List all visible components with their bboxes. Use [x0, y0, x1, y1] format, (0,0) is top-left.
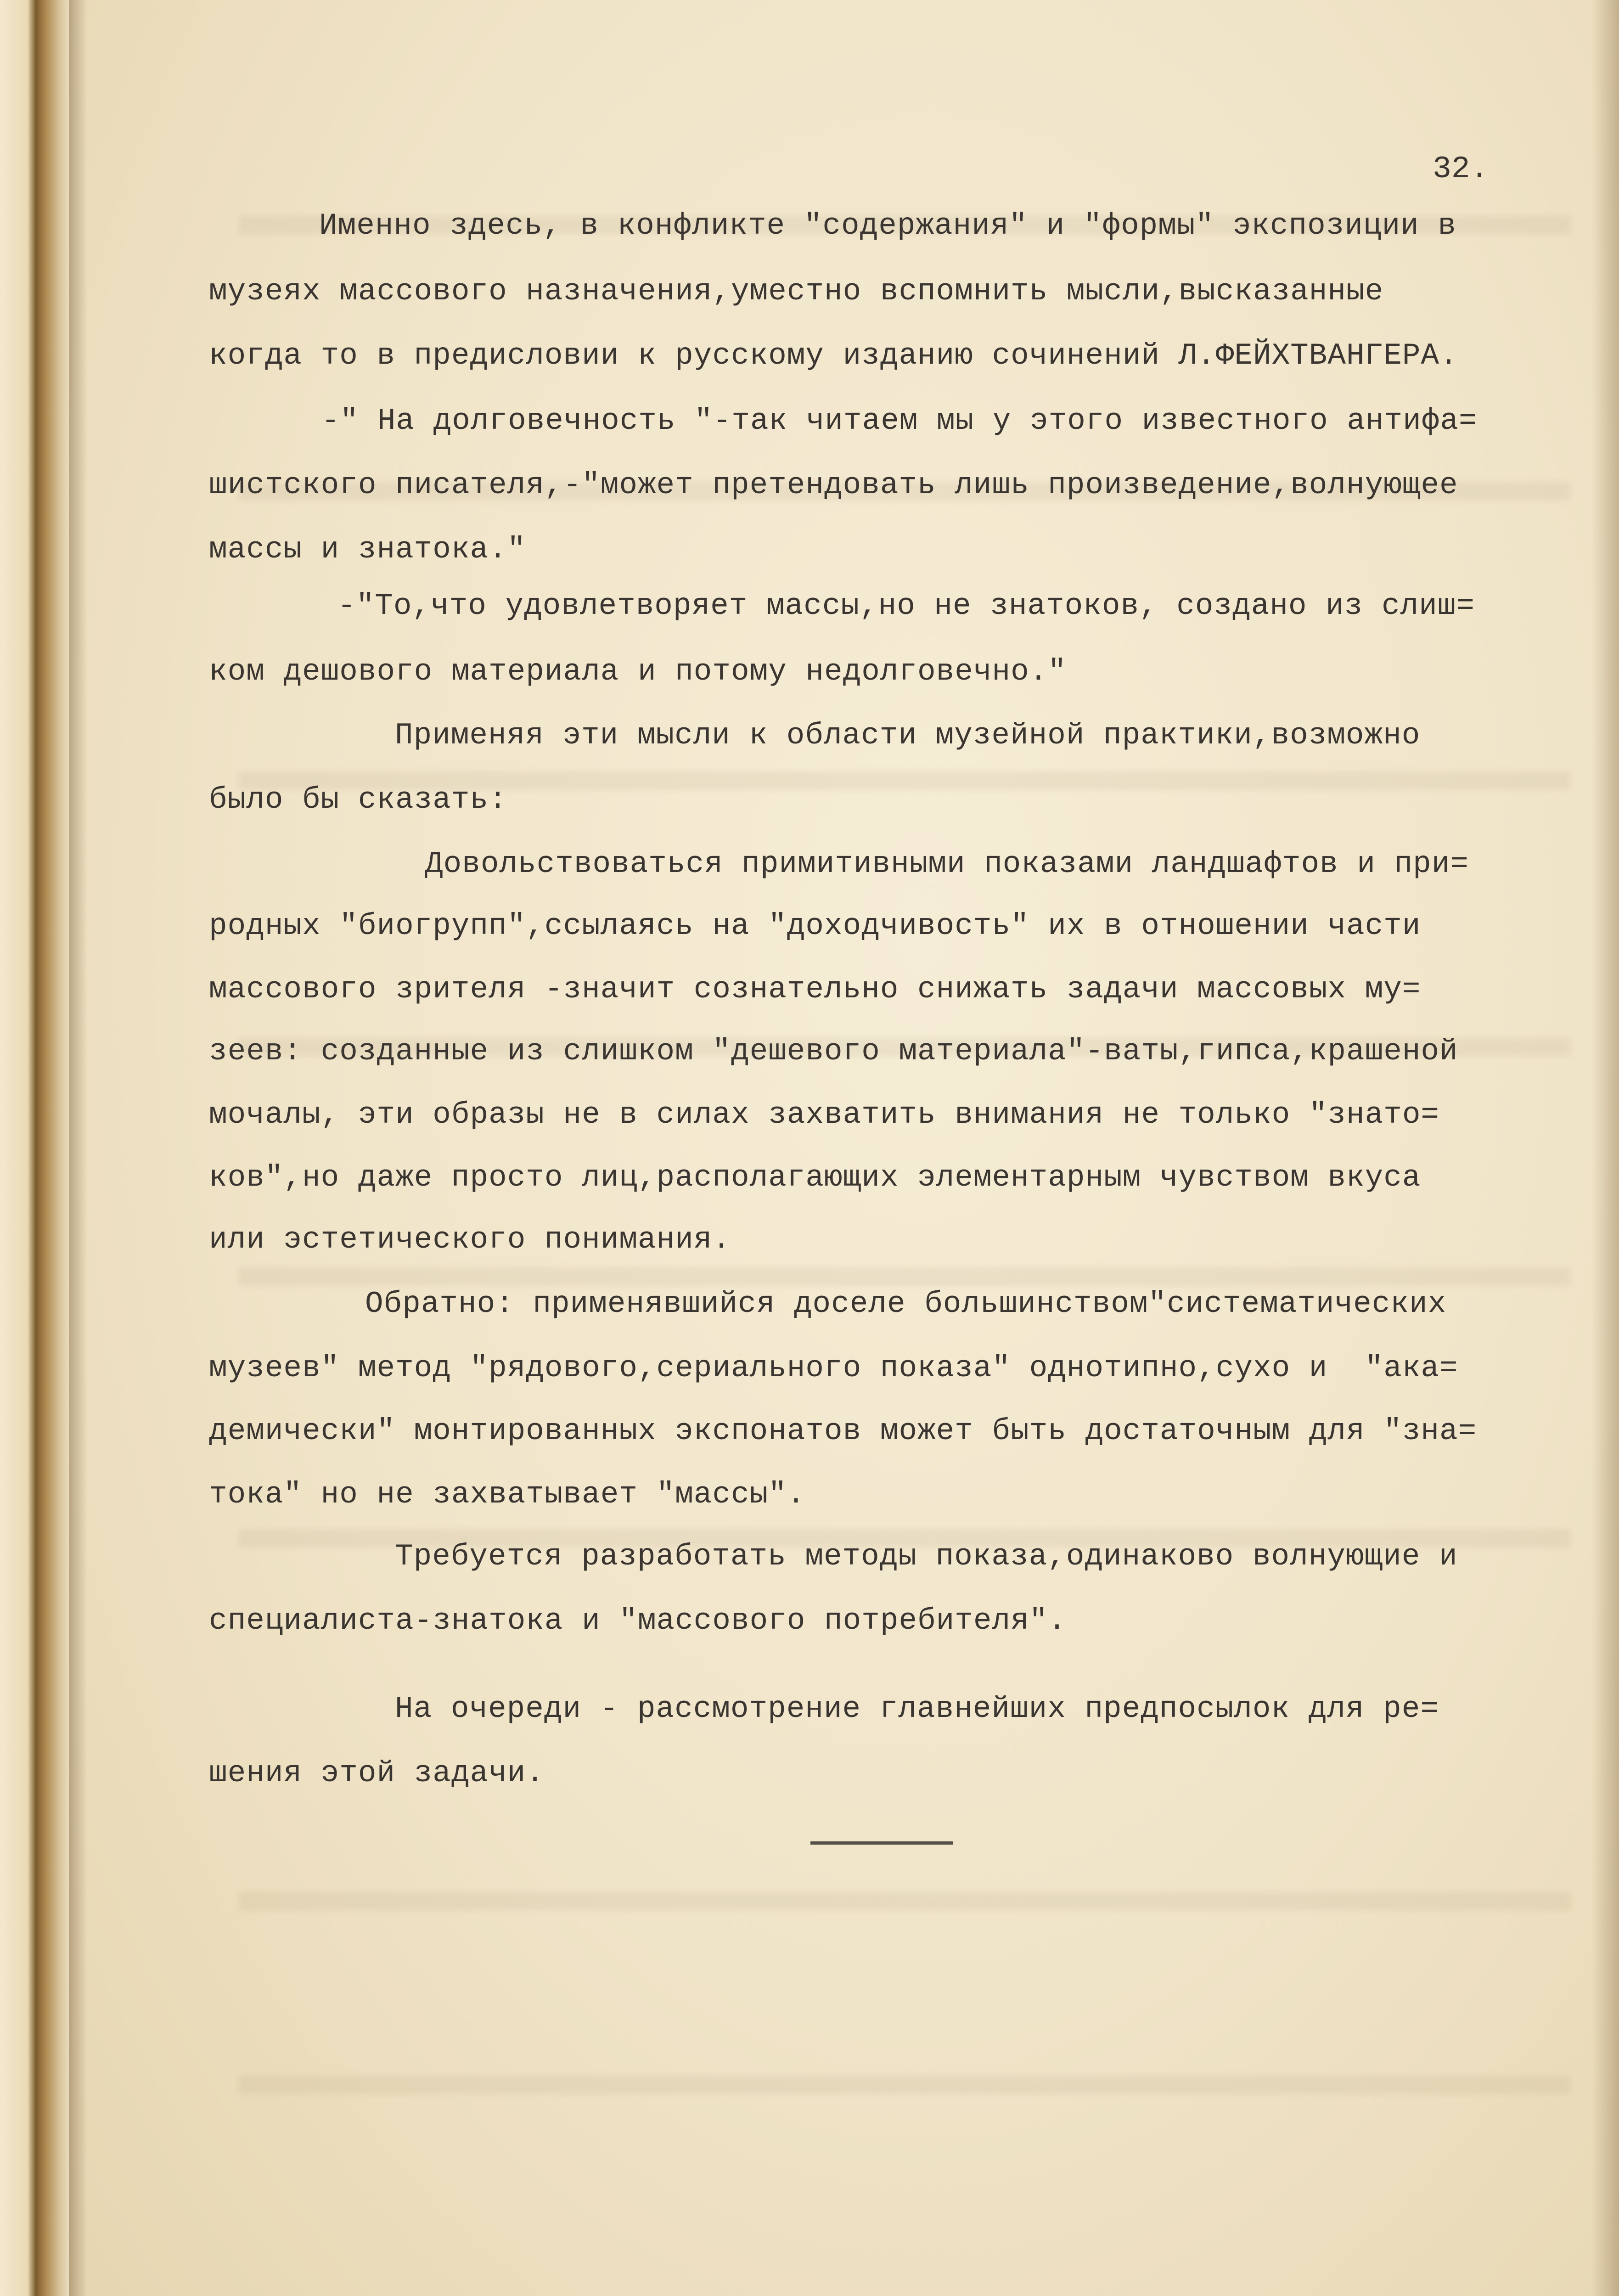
- section-divider: [810, 1841, 953, 1845]
- text-line: мочалы, эти образы не в силах захватить внимания не только "знато=: [209, 1097, 1440, 1132]
- page-number: 32.: [1433, 152, 1489, 187]
- bleed-through: [239, 1267, 1570, 1286]
- text-line: музеях массового назначения,уместно вспомнить мысли,высказанные: [209, 274, 1384, 309]
- text-line: -"То,что удовлетворяет массы,но не знатоков, создано из слиш=: [337, 589, 1475, 623]
- text-line: было бы сказать:: [209, 782, 507, 817]
- text-line: -" На долговечность "-так читаем мы у этого известного антифа=: [321, 404, 1478, 438]
- text-line: массы и знатока.": [209, 532, 526, 567]
- text-line: Довольствоваться примитивными показами ландшафтов и при=: [425, 847, 1469, 881]
- text-line: специалиста-знатока и "массового потребителя".: [209, 1604, 1067, 1638]
- text-line: ком дешового материала и потому недолговечно.": [209, 654, 1067, 689]
- bleed-through: [239, 1892, 1570, 1910]
- text-line: шистского писателя,-"может претендовать лишь произведение,волнующее: [209, 468, 1458, 502]
- text-line: Обратно: применявшийся доселе большинством"систематических: [365, 1287, 1447, 1321]
- text-line: шения этой задачи.: [209, 1756, 545, 1790]
- fold-shadow: [69, 0, 87, 2296]
- page-edge-shadow: [1591, 0, 1619, 2296]
- text-line: музеев" метод "рядового,сериального показа" однотипно,сухо и "ака=: [209, 1351, 1458, 1385]
- text-line: тока" но не захватывает "массы".: [209, 1477, 806, 1512]
- text-line: когда то в предисловии к русскому изданию сочинений Л.ФЕЙХТВАНГЕРА.: [209, 338, 1458, 373]
- text-line: Требуется разработать методы показа,одинаково волнующие и: [395, 1539, 1458, 1574]
- text-line: родных "биогрупп",ссылаясь на "доходчивость" их в отношении части: [209, 909, 1421, 943]
- text-line: На очереди - рассмотрение главнейших предпосылок для ре=: [395, 1692, 1439, 1726]
- text-line: массового зрителя -значит сознательно снижать задачи массовых му=: [209, 972, 1421, 1007]
- text-line: демически" монтированных экспонатов может быть достаточным для "зна=: [209, 1414, 1477, 1448]
- text-line: ков",но даже просто лиц,располагающих элементарным чувством вкуса: [209, 1160, 1421, 1195]
- text-line: зеев: созданные из слишком "дешевого материала"-ваты,гипса,крашеной: [209, 1034, 1458, 1069]
- binding-edge: [0, 0, 69, 2296]
- text-line: или эстетического понимания.: [209, 1222, 731, 1257]
- bleed-through: [239, 2076, 1570, 2094]
- text-line: Применяя эти мысли к области музейной практики,возможно: [395, 718, 1421, 753]
- text-line: Именно здесь, в конфликте "содержания" и "формы" экспозиции в: [319, 208, 1456, 243]
